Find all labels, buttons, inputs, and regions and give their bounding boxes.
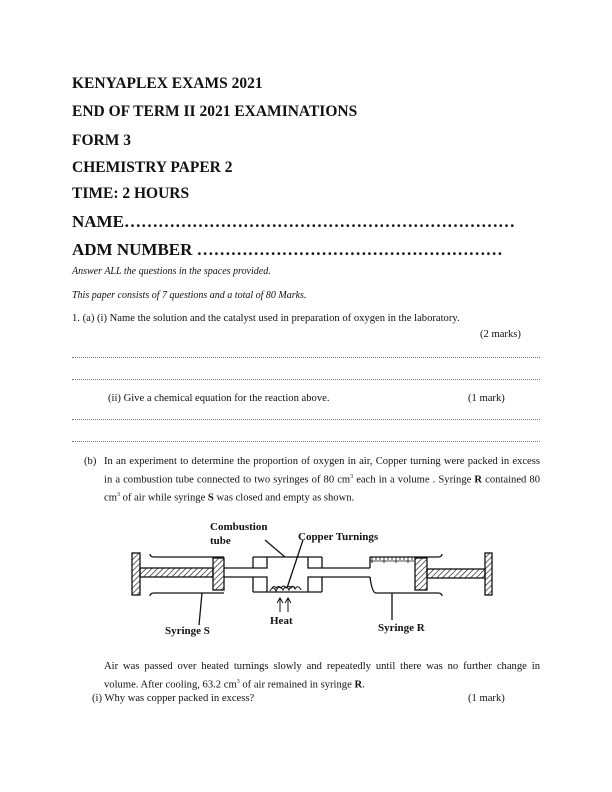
answer-line[interactable] <box>72 441 540 442</box>
experiment-result-text: Air was passed over heated turnings slowly and repeatedly until there was no further change in volume. After cooling, 63.2 $cm^3$ of air remained in syringe R. <box>104 661 540 691</box>
question-1a-ii: (ii) Give a chemical equation for the reaction above. <box>108 393 330 404</box>
syringe-s-pointer <box>199 593 202 625</box>
question-1a-i: 1. (a) (i) Name the solution and the catalyst used in preparation of oxygen in the laboratory. <box>72 313 460 324</box>
form-level: FORM 3 <box>72 132 131 149</box>
label-syringe-r: Syringe R <box>378 622 425 634</box>
syringe-s-barrel-bottom <box>150 593 224 596</box>
time-allowed: TIME: 2 HOURS <box>72 185 190 202</box>
syringe-r-plunger-rod <box>427 569 485 578</box>
question-1b-label: (b) <box>84 456 97 467</box>
label-copper-turnings: Copper Turnings <box>298 531 379 543</box>
marks-1a-ii: (1 mark) <box>468 393 505 404</box>
label-syringe-s: Syringe S <box>165 625 210 637</box>
question-1b-i: (i) Why was copper packed in excess? <box>92 693 255 704</box>
copper-turnings-pointer <box>287 540 303 588</box>
exam-series-title: KENYAPLEX EXAMS 2021 <box>72 75 263 92</box>
syringe-s-piston <box>213 558 224 590</box>
name-field[interactable]: NAME…………………………………………………………… <box>72 212 515 231</box>
instruction-2: This paper consists of 7 questions and a total of 80 Marks. <box>72 290 307 301</box>
marks-1b-i: (1 mark) <box>468 693 505 704</box>
copper-turnings <box>270 586 301 591</box>
syringe-r-barrel-bottom <box>370 577 442 596</box>
question-1b-text: In an experiment to determine the proportion of oxygen in air, Copper turning were packed in excess in a combustion tube connected to two syringes of 80 $cm^3$ each in a volume . Syringe R contained 80 $cm^3$ of air while syringe S was closed and empty as shown. <box>104 456 541 504</box>
exam-name: END OF TERM II 2021 EXAMINATIONS <box>72 103 358 120</box>
marks-1a-i: (2 marks) <box>480 329 521 340</box>
answer-line[interactable] <box>72 419 540 420</box>
syringe-r-plunger-handle <box>485 553 492 595</box>
syringe-s-plunger-rod <box>140 568 213 577</box>
answer-line[interactable] <box>72 357 540 358</box>
syringe-s-plunger-handle <box>132 553 140 595</box>
answer-line[interactable] <box>72 379 540 380</box>
syringe-r-piston <box>415 558 427 590</box>
syringe-s-barrel-top <box>150 554 224 557</box>
instruction-1: Answer ALL the questions in the spaces provided. <box>72 266 271 277</box>
combustion-tube-pointer <box>265 540 285 557</box>
heat-arrows-icon <box>277 598 291 612</box>
label-combustion: Combustion <box>210 521 268 533</box>
paper-title: CHEMISTRY PAPER 2 <box>72 159 233 176</box>
label-heat: Heat <box>270 615 293 627</box>
syringe-r-scale <box>370 557 414 563</box>
adm-number-field[interactable]: ADM NUMBER ……………………………………………… <box>72 240 503 259</box>
label-tube: tube <box>210 535 231 547</box>
